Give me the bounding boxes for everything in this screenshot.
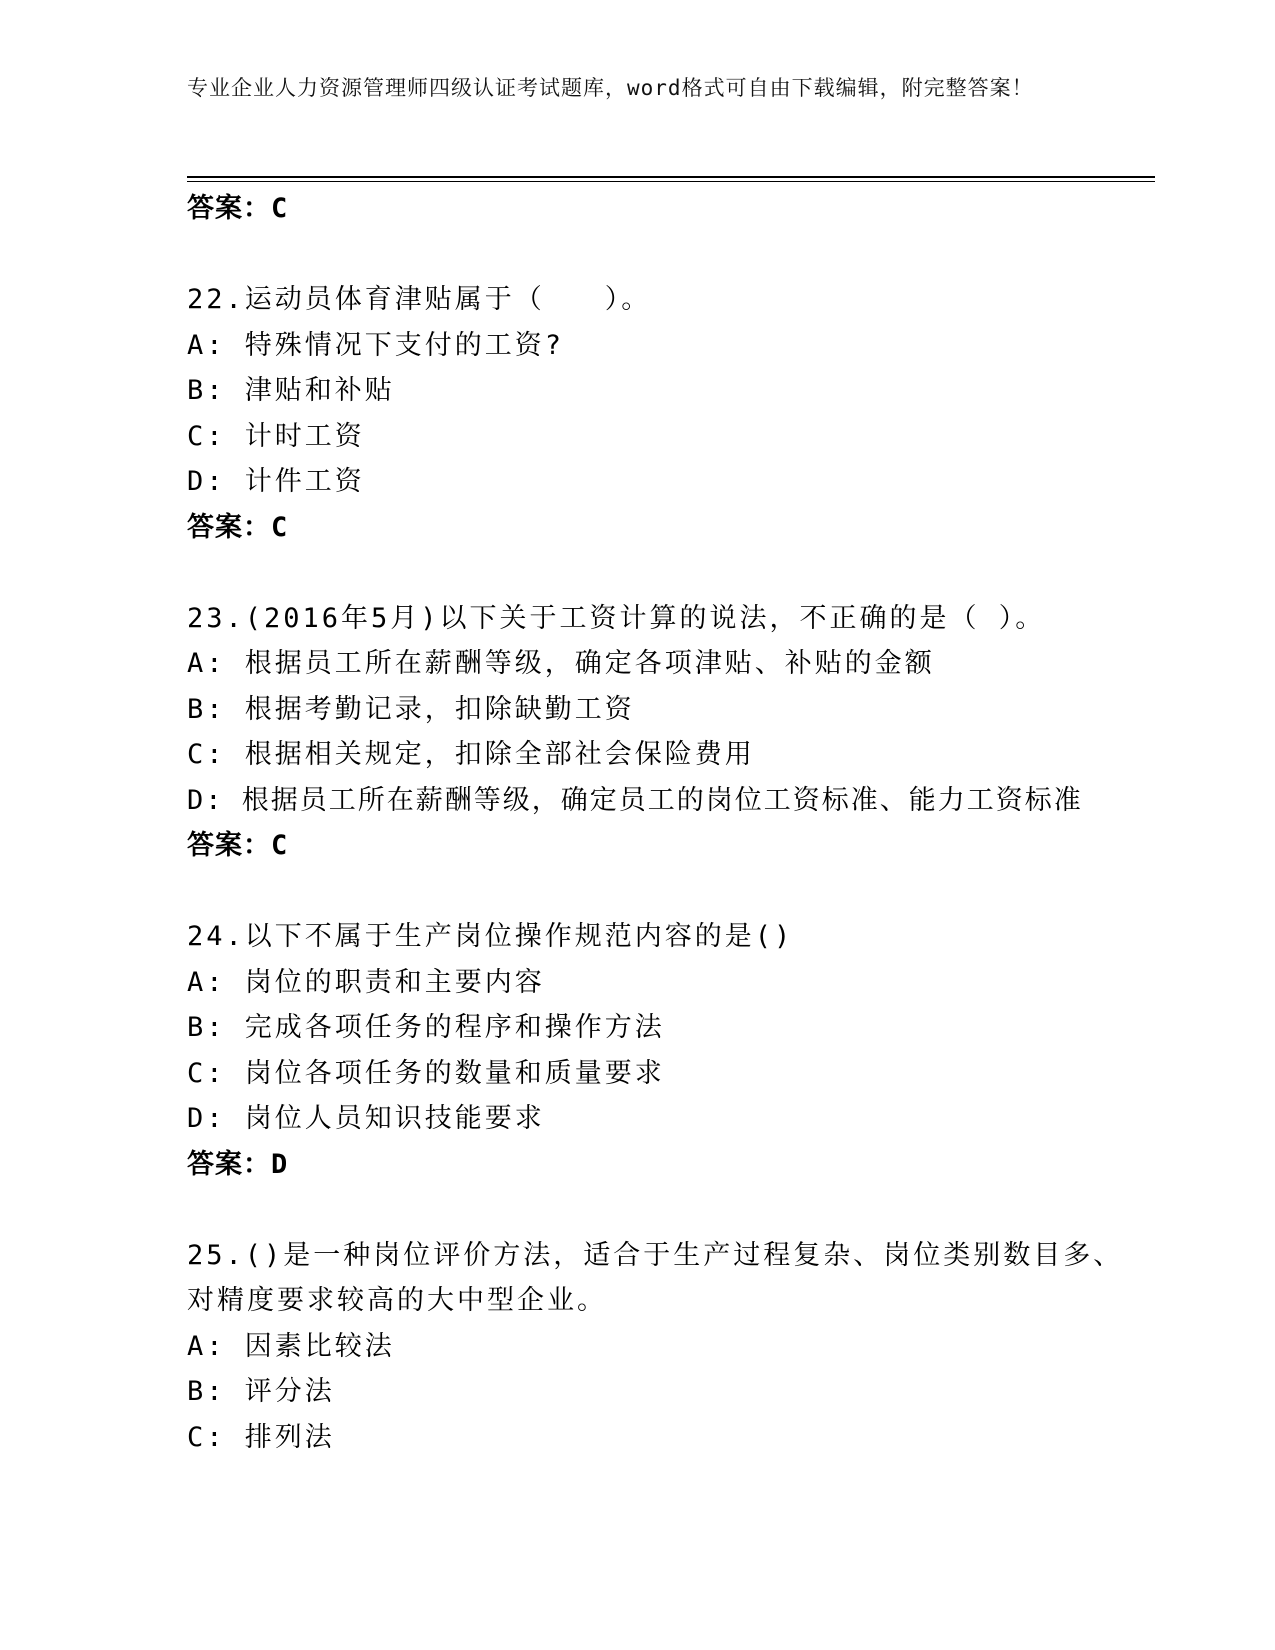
question-22 xyxy=(187,277,1147,551)
answer-21: 答案：C xyxy=(187,193,289,224)
question-24 xyxy=(187,914,1147,1188)
question-stem: 23.(2016年5月)以下关于工资计算的说法，不正确的是（ ）。 xyxy=(187,602,1046,634)
option-b: B: 津贴和补贴 xyxy=(187,375,395,406)
option-b: B: 完成各项任务的程序和操作方法 xyxy=(187,1012,665,1043)
question-23 xyxy=(187,596,1147,870)
question-stem: 24.以下不属于生产岗位操作规范内容的是() xyxy=(187,921,794,952)
question-stem-line-1: 25.()是一种岗位评价方法，适合于生产过程复杂、岗位类别数目多、 xyxy=(187,1239,1124,1271)
option-d: D: 计件工资 xyxy=(187,466,365,497)
option-b: B: 评分法 xyxy=(187,1376,335,1407)
question-stem-line-2: 对精度要求较高的大中型企业。 xyxy=(187,1285,607,1316)
option-d: D: 岗位人员知识技能要求 xyxy=(187,1103,545,1134)
option-c: C: 岗位各项任务的数量和质量要求 xyxy=(187,1057,665,1089)
header-divider-thin xyxy=(187,181,1155,182)
option-c: C: 计时工资 xyxy=(187,420,365,452)
option-a: A: 特殊情况下支付的工资? xyxy=(187,329,565,361)
page-header: 专业企业人力资源管理师四级认证考试题库，word格式可自由下载编辑，附完整答案！ xyxy=(187,76,1034,100)
option-c: C: 排列法 xyxy=(187,1421,335,1453)
answer-23: 答案：C xyxy=(187,830,289,861)
option-a: A: 根据员工所在薪酬等级，确定各项津贴、补贴的金额 xyxy=(187,648,935,679)
answer-24: 答案：D xyxy=(187,1148,289,1180)
question-list xyxy=(187,186,1147,1460)
option-b: B: 根据考勤记录，扣除缺勤工资 xyxy=(187,693,635,725)
option-d: D: 根据员工所在薪酬等级，确定员工的岗位工资标准、能力工资标准 xyxy=(187,784,1083,816)
answer-22: 答案：C xyxy=(187,511,289,543)
option-c: C: 根据相关规定，扣除全部社会保险费用 xyxy=(187,739,755,770)
option-a: A: 因素比较法 xyxy=(187,1330,395,1362)
question-stem: 22.运动员体育津贴属于（ ）。 xyxy=(187,284,652,315)
option-a: A: 岗位的职责和主要内容 xyxy=(187,966,545,998)
header-divider xyxy=(187,176,1155,178)
question-25 xyxy=(187,1233,1147,1461)
